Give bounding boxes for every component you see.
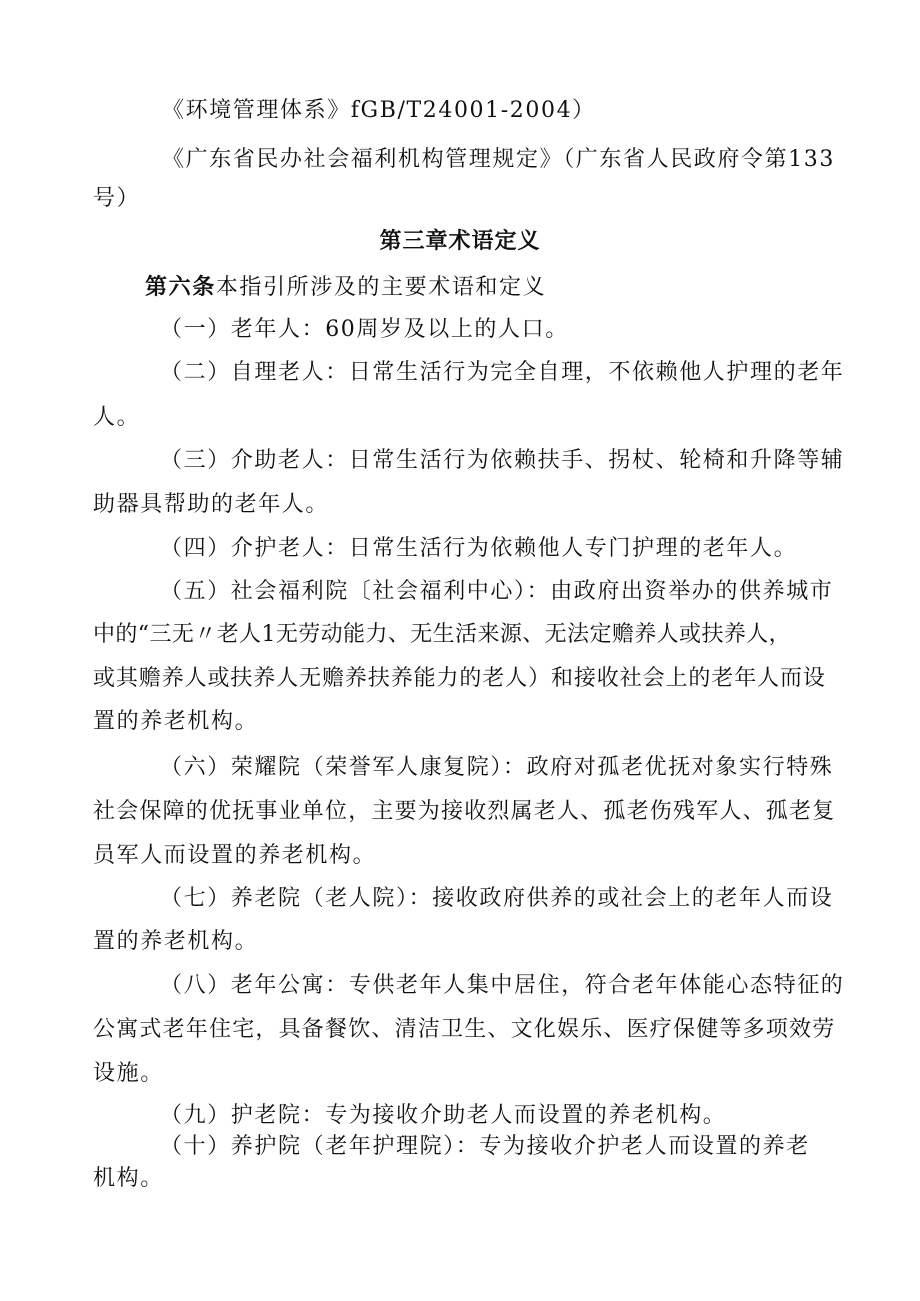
chapter-title: 第三章术语定义 [379,228,541,254]
definition-line: 助器具帮助的老年人。 [93,492,330,517]
definition-line: 或其赡养人或扶养人无赡养扶养能力的老人）和接收社会上的老年人而设 [93,666,826,691]
reference-line: 《环境管理体系》fGB/T24001-2004） [162,98,596,123]
definition-line: 机构。 [93,1166,164,1191]
article-label: 第六条 [145,274,216,300]
definition-line: （一）老年人：60周岁及以上的人口。 [160,317,569,342]
definition-line: （八）老年公寓：专供老年人集中居住，符合老年体能心态特征的 [160,973,845,998]
definition-line: 社会保障的优抚事业单位，主要为接收烈属老人、孤老伤残军人、孤老复 [93,799,836,824]
definition-line: 公寓式老年住宅，具备餐饮、清洁卫生、文化娱乐、医疗保健等多项效劳 [93,1017,836,1042]
reference-line: 号） [93,186,141,211]
definition-line: 设施。 [93,1061,164,1086]
definition-line: （六）荣耀院（荣誉军人康复院）：政府对孤老优抚对象实行特殊 [160,755,834,780]
article-heading [145,272,546,303]
definition-line: （五）社会福利院〔社会福利中心）：由政府出资举办的供养城市 [160,579,834,604]
definition-line: （十）养护院（老年护理院）：专为接收介护老人而设置的养老 [160,1134,810,1159]
definition-line: 人。 [93,405,141,430]
definition-line: 中的“三无〃老人1无劳动能力、无生活来源、无法定赡养人或扶养人， [93,622,792,647]
definition-line: 置的养老机构。 [93,709,259,734]
definition-line: 置的养老机构。 [93,929,259,954]
definition-line: 员军人而设置的养老机构。 [93,843,377,868]
definition-line: （三）介助老人：日常生活行为依赖扶手、拐杖、轮椅和升降等辅 [160,448,845,473]
definition-line: （四）介护老人：日常生活行为依赖他人专门护理的老年人。 [160,536,798,561]
definition-line: （七）养老院（老人院）：接收政府供养的或社会上的老年人而设 [160,886,834,911]
reference-line: 《广东省民办社会福利机构管理规定》（广东省人民政府令第133 [162,147,835,172]
definition-line: （二）自理老人：日常生活行为完全自理，不依赖他人护理的老年 [160,360,845,385]
article-intro: 本指引所涉及的主要术语和定义 [215,275,547,300]
definition-line: （九）护老院：专为接收介助老人而设置的养老机构。 [160,1103,727,1128]
